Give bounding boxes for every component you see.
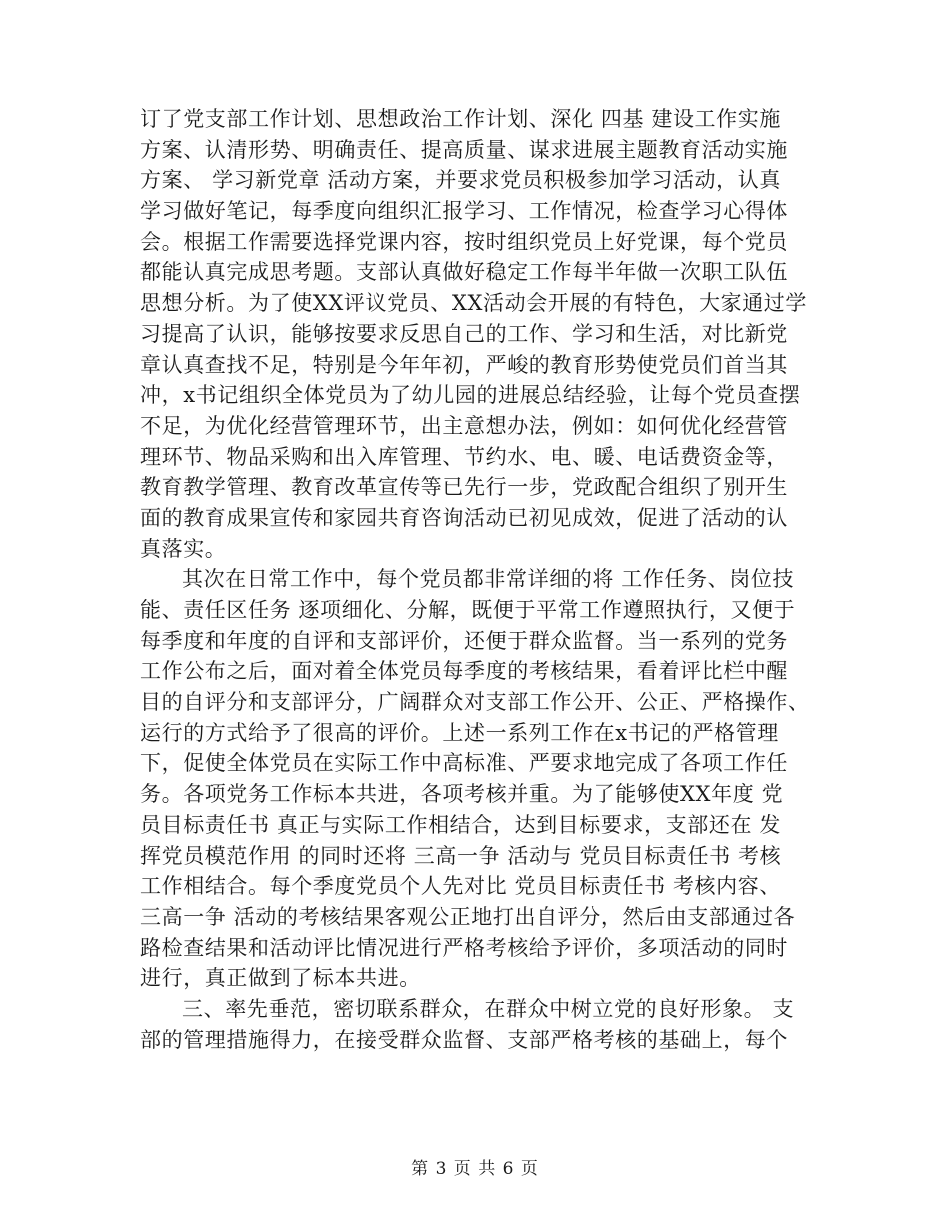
text-line: 挥党员模范作用 的同时还将 三高一争 活动与 党员目标责任书 考核 (140, 843, 782, 868)
text-line: 习提高了认识，能够按要求反思自己的工作、学习和生活，对比新党 (140, 321, 788, 346)
text-line: 真落实。 (140, 536, 227, 561)
text-line: 运行的方式给予了很高的评价。上述一系列工作在x书记的严格管理 (140, 720, 779, 745)
text-line: 能、责任区任务 逐项细化、分解，既便于平常工作遵照执行，又便于 (140, 598, 796, 622)
text-line: 面的教育成果宣传和家园共育咨询活动已初见成效，促进了活动的认 (140, 505, 788, 530)
page-number: 第 3 页 共 6 页 (411, 1159, 539, 1179)
text-line: 下，促使全体党员在实际工作中高标准、严要求地完成了各项工作任 (140, 751, 788, 776)
text-line: 工作公布之后，面对着全体党员每季度的考核结果，看着评比栏中醒 (140, 659, 788, 684)
document-body (140, 104, 812, 1055)
text-line: 员目标责任书 真正与实际工作相结合，达到目标要求，支部还在 发 (140, 812, 781, 837)
text-line: 三、率先垂范，密切联系群众，在群众中树立党的良好形象。 支 (182, 996, 795, 1021)
text-line: 理环节、物品采购和出入库管理、节约水、电、暖、电话费资金等， (140, 444, 788, 469)
text-line: 进行，真正做到了标本共进。 (140, 966, 421, 991)
text-line: 其次在日常工作中，每个党员都非常详细的将 工作任务、岗位技 (182, 567, 795, 592)
text-line: 目的自评分和支部评分，广阔群众对支部工作公开、公正、严格操作、 (140, 690, 810, 715)
text-line: 教育教学管理、教育改革宣传等已先行一步，党政配合组织了别开生 (140, 475, 788, 500)
text-line: 会。根据工作需要选择党课内容，按时组织党员上好党课，每个党员 (140, 229, 788, 254)
text-line: 章认真查找不足，特别是今年年初，严峻的教育形势使党员们首当其 (140, 352, 788, 377)
text-line: 路检查结果和活动评比情况进行严格考核给予评价，多项活动的同时 (140, 935, 788, 960)
text-line: 工作相结合。每个季度党员个人先对比 党员目标责任书 考核内容、 (140, 874, 781, 899)
text-line: 都能认真完成思考题。支部认真做好稳定工作每半年做一次职工队伍 (140, 260, 788, 285)
text-line: 方案、 学习新党章 活动方案，并要求党员积极参加学习活动，认真 (140, 168, 781, 193)
text-line: 务。各项党务工作标本共进，各项考核并重。为了能够使XX年度 党 (140, 782, 784, 807)
text-line: 三高一争 活动的考核结果客观公正地打出自评分，然后由支部通过各 (140, 904, 796, 929)
text-line: 方案、认清形势、明确责任、提高质量、谋求进展主题教育活动实施 (140, 137, 788, 162)
text-line: 思想分析。为了使XX评议党员、XX活动会开展的有特色，大家通过学 (140, 291, 807, 316)
text-line: 每季度和年度的自评和支部评价，还便于群众监督。当一系列的党务 (140, 628, 788, 653)
text-line: 订了党支部工作计划、思想政治工作计划、深化 四基 建设工作实施 (140, 107, 781, 131)
text-line: 部的管理措施得力，在接受群众监督、支部严格考核的基础上，每个 (140, 1027, 788, 1052)
text-line: 冲，x书记组织全体党员为了幼儿园的进展总结经验，让每个党员查摆 (140, 383, 801, 408)
text-line: 不足，为优化经营管理环节，出主意想办法，例如：如何优化经营管 (140, 413, 788, 438)
text-line: 学习做好笔记，每季度向组织汇报学习、工作情况，检查学习心得体 (140, 199, 788, 224)
